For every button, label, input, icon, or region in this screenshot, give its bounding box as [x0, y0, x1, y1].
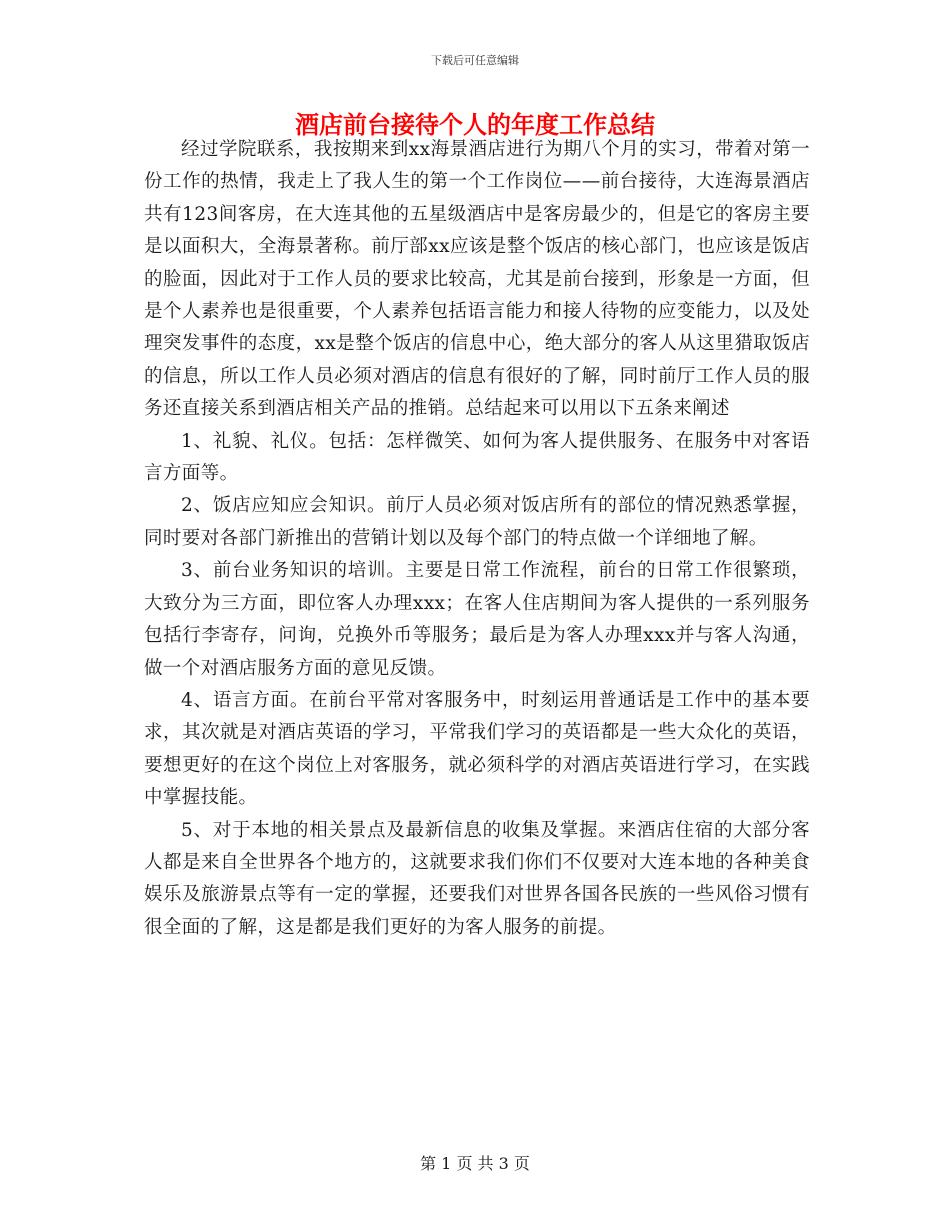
document-title: 酒店前台接待个人的年度工作总结 [295, 110, 655, 139]
document-body [144, 134, 810, 944]
item-paragraph-4: 4、语言方面。在前台平常对客服务中，时刻运用普通话是工作中的基本要求，其次就是对酒店英语的学习，平常我们学习的英语都是一些大众化的英语，要想更好的在这个岗位上对客服务，就必须科学的对酒店英语进行学习，在实践中掌握技能。 [144, 689, 810, 809]
item-paragraph-3: 3、前台业务知识的培训。主要是日常工作流程，前台的日常工作很繁琐，大致分为三方面，即位客人办理xxx；在客人住店期间为客人提供的一系列服务包括行李寄存，问询，兑换外币等服务；最后是为客人办理xxx并与客人沟通，做一个对酒店服务方面的意见反馈。 [144, 560, 810, 679]
header-note: 下载后可任意编辑 [431, 54, 519, 67]
item-paragraph-2: 2、饭店应知应会知识。前厅人员必须对饭店所有的部位的情况熟悉掌握，同时要对各部门新推出的营销计划以及每个部门的特点做一个详细地了解。 [144, 495, 810, 549]
item-paragraph-5: 5、对于本地的相关景点及最新信息的收集及掌握。来酒店住宿的大部分客人都是来自全世界各个地方的，这就要求我们你们不仅要对大连本地的各种美食娱乐及旅游景点等有一定的掌握，还要我们对世界各国各民族的一些风俗习惯有很全面的了解，这是都是我们更好的为客人服务的前提。 [144, 819, 810, 938]
page-footer: 第 1 页 共 3 页 [420, 1154, 530, 1173]
item-paragraph-1: 1、礼貌、礼仪。包括：怎样微笑、如何为客人提供服务、在服务中对客语言方面等。 [144, 430, 810, 485]
intro-paragraph: 经过学院联系，我按期来到xx海景酒店进行为期八个月的实习，带着对第一份工作的热情，我走上了我人生的第一个工作岗位——前台接待，大连海景酒店共有123间客房，在大连其他的五星级酒店中是客房最少的，但是它的客房主要是以面积大，全海景著称。前厅部xx应该是整个饭店的核心部门，也应该是饭店的脸面，因此对于工作人员的要求比较高，尤其是前台接到，形象是一方面，但是个人素养也是很重要，个人素养包括语言能力和接人待物的应变能力，以及处理突发事件的态度，xx是整个饭店的信息中心，绝大部分的客人从这里猎取饭店的信息，所以工作人员必须对酒店的信息有很好的了解，同时前厅工作人员的服务还直接关系到酒店相关产品的推销。总结起来可以用以下五条来阐述 [144, 139, 810, 420]
